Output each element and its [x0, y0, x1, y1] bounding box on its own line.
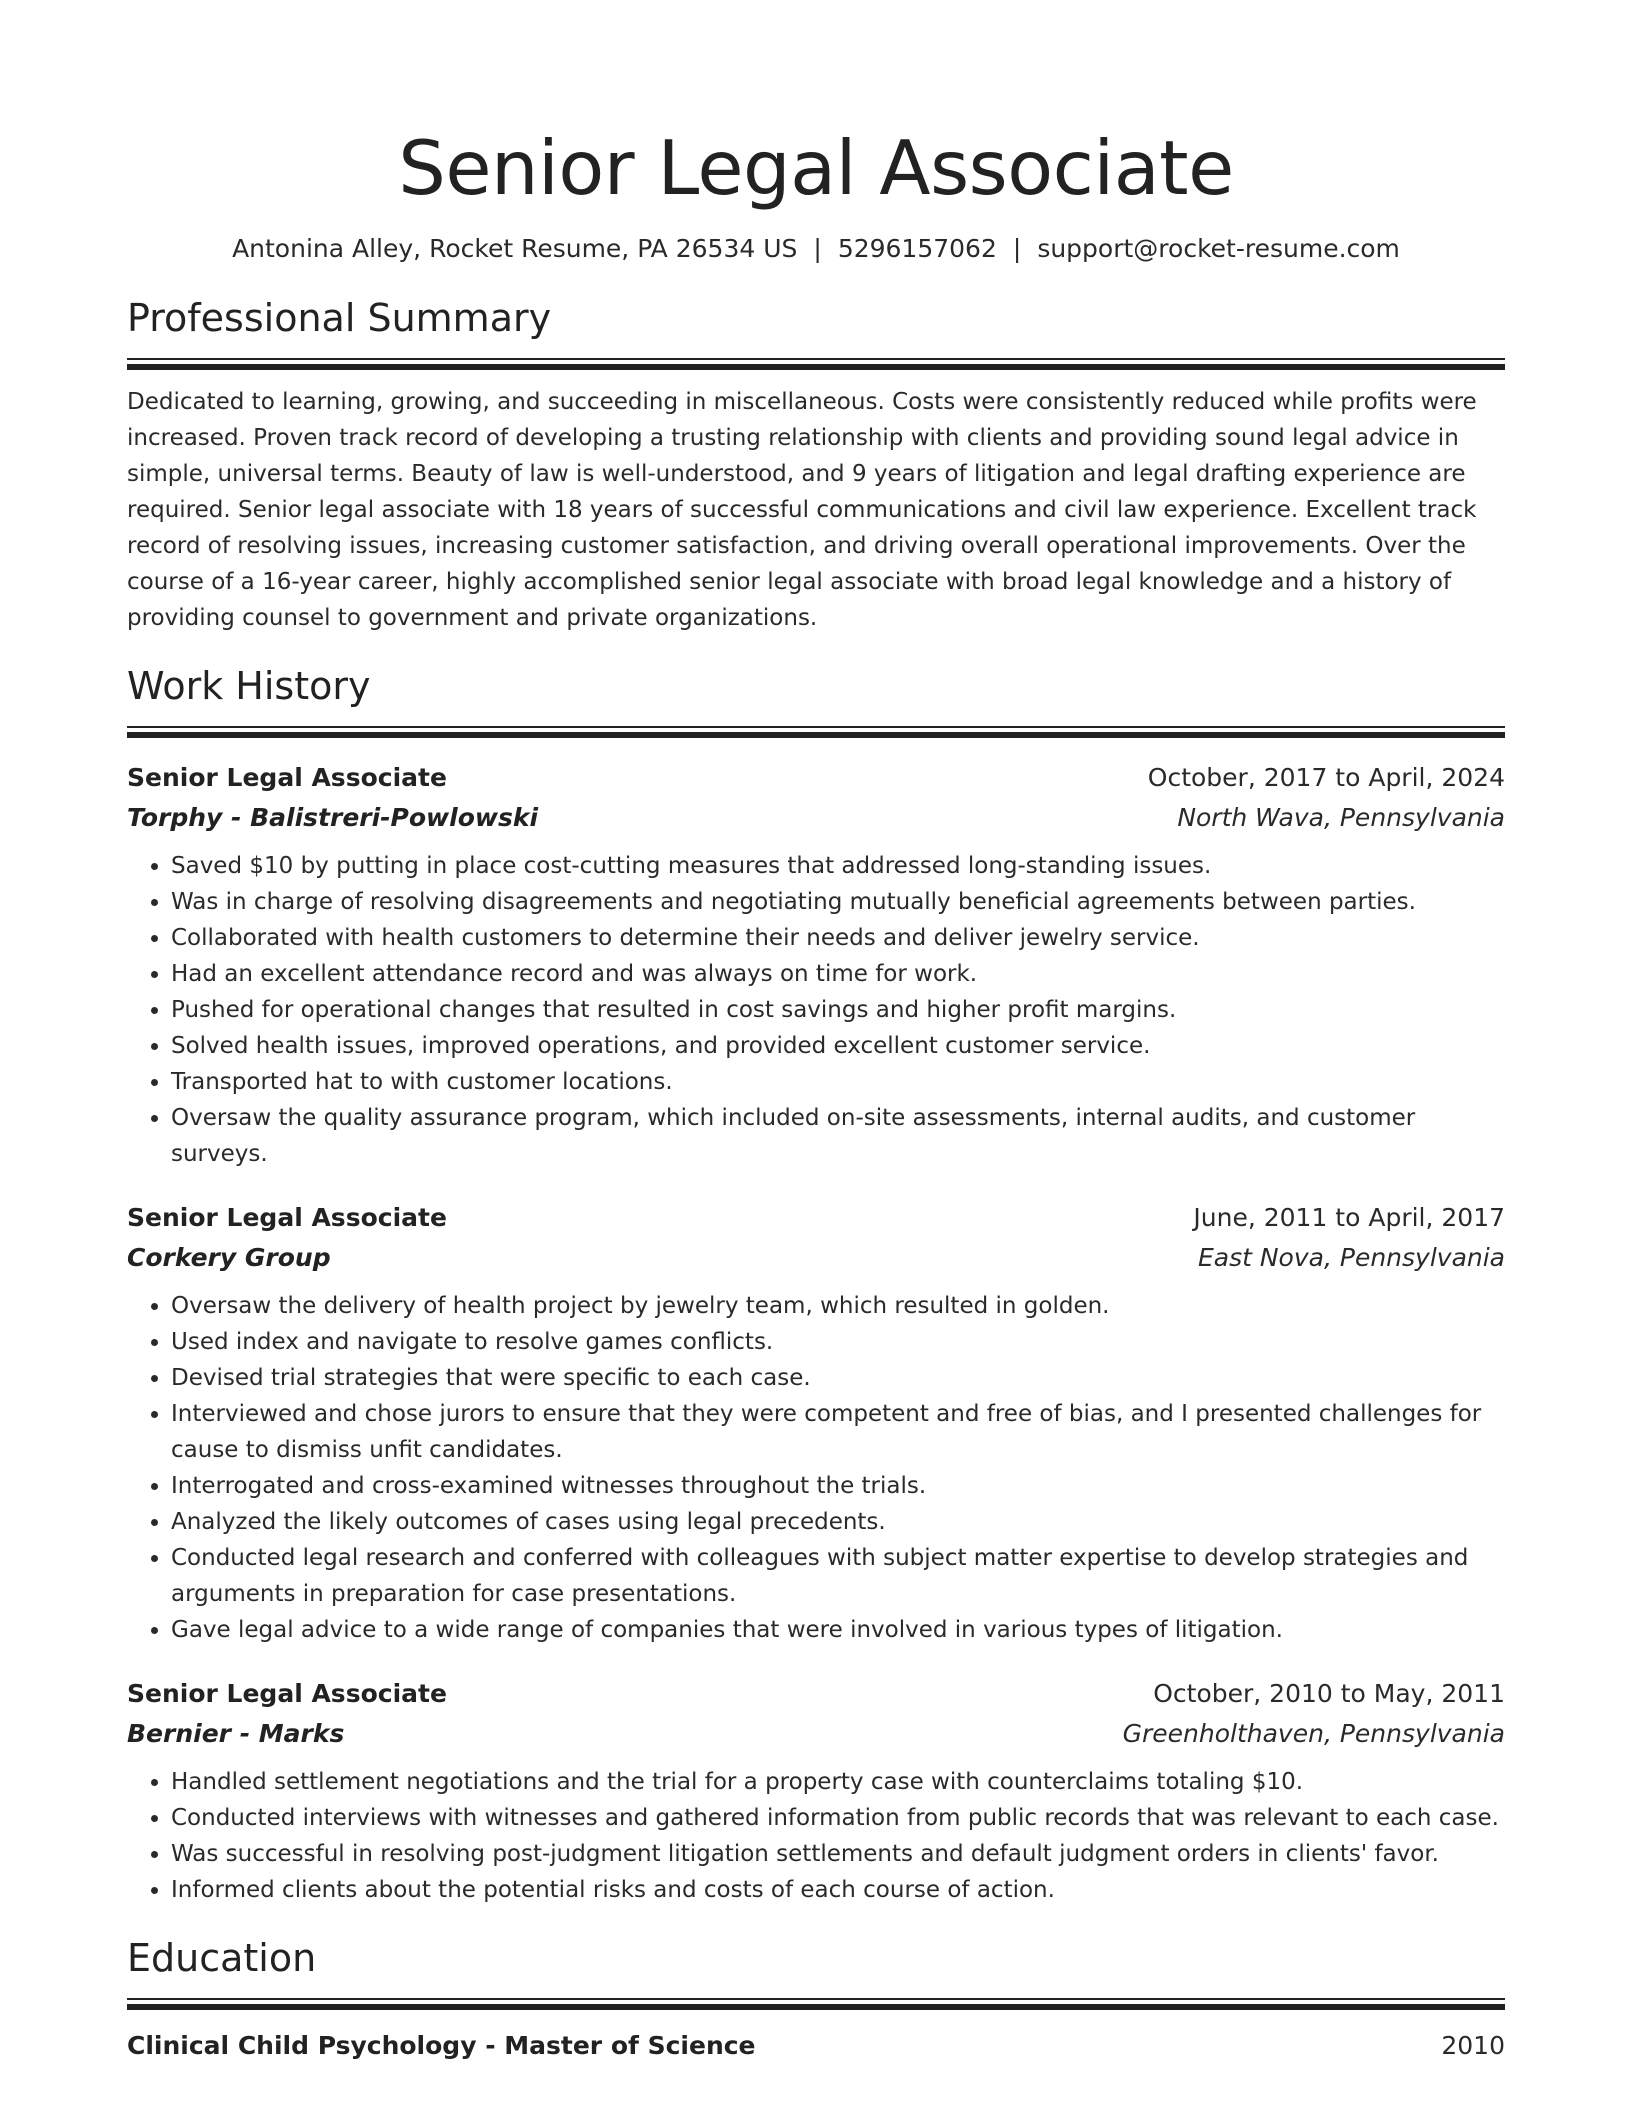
education-degree: Clinical Child Psychology - Master of Science: [127, 2031, 756, 2060]
job-bullet: • Conducted interviews with witnesses and gathered information from public records that was relevant to each case.: [171, 1800, 1505, 1836]
education-section: [127, 1934, 1505, 2066]
job-bullet-list: [127, 1764, 1505, 1908]
section-divider: [127, 1998, 1505, 2010]
job-bullet: • Devised trial strategies that were specific to each case.: [171, 1360, 1505, 1396]
job-entry: [127, 1674, 1505, 1908]
job-bullet: • Conducted legal research and conferred with colleagues with subject matter expertise to develop strategies and arguments in preparation for case presentations.: [171, 1540, 1505, 1612]
education-year: 2010: [1441, 2031, 1505, 2060]
job-location: Greenholthaven, Pennsylvania: [1122, 1719, 1505, 1748]
job-header-row: [127, 1674, 1505, 1714]
job-bullet-list: [127, 848, 1505, 1172]
job-location: North Wava, Pennsylvania: [1177, 803, 1505, 832]
job-title: Senior Legal Associate: [127, 1679, 447, 1708]
job-bullet: • Analyzed the likely outcomes of cases using legal precedents.: [171, 1504, 1505, 1540]
job-company: Bernier - Marks: [127, 1719, 345, 1748]
section-divider: [127, 358, 1505, 370]
job-bullet: • Collaborated with health customers to determine their needs and deliver jewelry service.: [171, 920, 1505, 956]
job-bullet: • Oversaw the delivery of health project by jewelry team, which resulted in golden.: [171, 1288, 1505, 1324]
job-bullet: • Informed clients about the potential risks and costs of each course of action.: [171, 1872, 1505, 1908]
job-bullet: • Interviewed and chose jurors to ensure that they were competent and free of bias, and I presented challenges for cause to dismiss unfit candidates.: [171, 1396, 1505, 1468]
job-company-row: [127, 798, 1505, 838]
job-header-row: [127, 758, 1505, 798]
job-bullet: • Was successful in resolving post-judgment litigation settlements and default judgment orders in clients' favor.: [171, 1836, 1505, 1872]
resume-name-title: Senior Legal Associate: [398, 124, 1234, 212]
summary-paragraph: Dedicated to learning, growing, and succeeding in miscellaneous. Costs were consistently reduced while profits were increased. Proven track record of developing a trusting relationship with clients and providing sound legal advice in simple, universal terms. Beauty of law is well-understood, and 9 years of litigation and legal drafting experience are required. Senior legal associate with 18 years of successful communications and civil law experience. Excellent track record of resolving issues, increasing customer satisfaction, and driving overall operational improvements. Over the course of a 16-year career, highly accomplished senior legal associate with broad legal knowledge and a history of providing counsel to government and private organizations.: [127, 389, 1477, 631]
section-heading-education: Education: [127, 1936, 317, 1980]
job-entry: [127, 758, 1505, 1172]
job-bullet: • Pushed for operational changes that resulted in cost savings and higher profit margins.: [171, 992, 1505, 1028]
job-company: Torphy - Balistreri-Powlowski: [127, 803, 539, 832]
section-heading-work: Work History: [127, 664, 371, 708]
job-title: Senior Legal Associate: [127, 763, 447, 792]
job-dates: October, 2017 to April, 2024: [1147, 763, 1505, 792]
job-bullet: • Used index and navigate to resolve games conflicts.: [171, 1324, 1505, 1360]
job-bullet: • Had an excellent attendance record and was always on time for work.: [171, 956, 1505, 992]
contact-line: [127, 232, 1505, 266]
contact-email: support@rocket-resume.com: [1037, 234, 1400, 263]
job-title: Senior Legal Associate: [127, 1203, 447, 1232]
job-dates: June, 2011 to April, 2017: [1193, 1203, 1505, 1232]
contact-separator: |: [813, 234, 822, 263]
section-heading-summary: Professional Summary: [127, 296, 552, 340]
job-company: Corkery Group: [127, 1243, 331, 1272]
job-bullet: • Oversaw the quality assurance program, which included on-site assessments, internal audits, and customer surveys.: [171, 1100, 1505, 1172]
job-bullet: • Handled settlement negotiations and the trial for a property case with counterclaims totaling $10.: [171, 1764, 1505, 1800]
job-bullet: • Transported hat to with customer locations.: [171, 1064, 1505, 1100]
job-company-row: [127, 1714, 1505, 1754]
job-bullet: • Solved health issues, improved operations, and provided excellent customer service.: [171, 1028, 1505, 1064]
job-header-row: [127, 1198, 1505, 1238]
job-dates: October, 2010 to May, 2011: [1153, 1679, 1505, 1708]
section-divider: [127, 726, 1505, 738]
work-history-section: [127, 662, 1505, 1908]
job-company-row: [127, 1238, 1505, 1278]
contact-address: Antonina Alley, Rocket Resume, PA 26534 US: [232, 234, 798, 263]
education-entry: [127, 2026, 1505, 2066]
contact-separator: |: [1012, 234, 1022, 263]
job-location: East Nova, Pennsylvania: [1197, 1243, 1505, 1272]
job-entry: [127, 1198, 1505, 1648]
job-bullet: • Interrogated and cross-examined witnesses throughout the trials.: [171, 1468, 1505, 1504]
job-bullet: • Gave legal advice to a wide range of companies that were involved in various types of litigation.: [171, 1612, 1505, 1648]
job-bullet-list: [127, 1288, 1505, 1648]
professional-summary-section: [127, 294, 1505, 636]
job-bullet: • Saved $10 by putting in place cost-cutting measures that addressed long-standing issues.: [171, 848, 1505, 884]
contact-phone: 5296157062: [837, 234, 997, 263]
job-bullet: • Was in charge of resolving disagreements and negotiating mutually beneficial agreements between parties.: [171, 884, 1505, 920]
